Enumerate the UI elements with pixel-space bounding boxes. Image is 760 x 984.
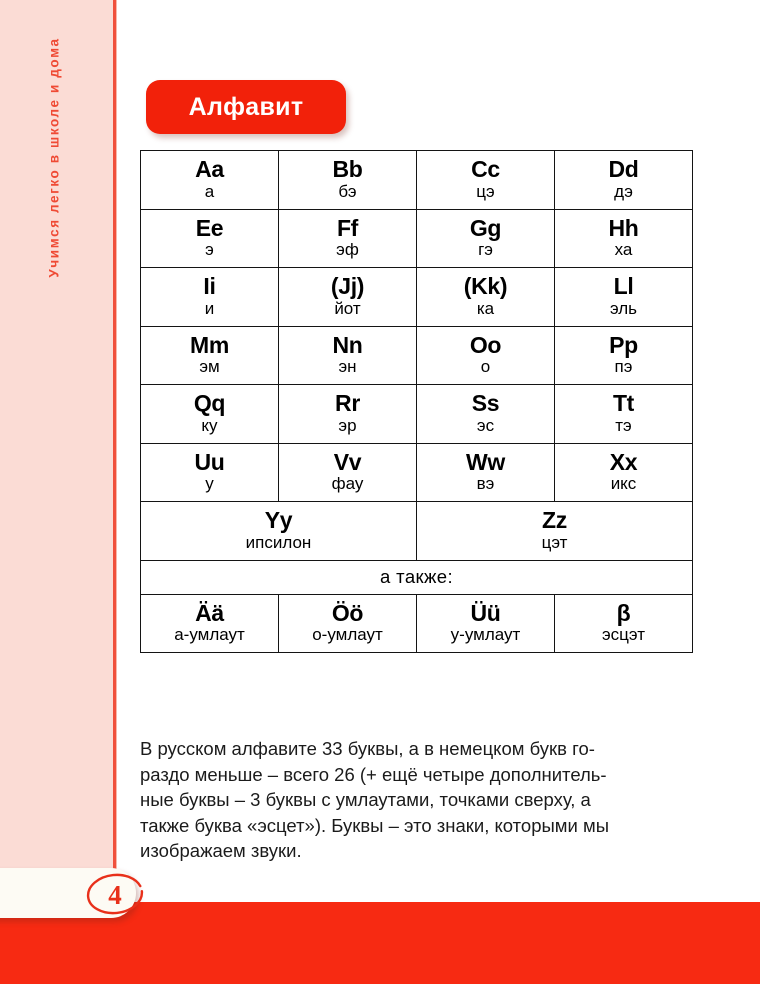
letter-name: эль bbox=[609, 298, 638, 318]
also-cell bbox=[141, 560, 693, 594]
alphabet-cell bbox=[555, 385, 693, 444]
letter-name: ха bbox=[614, 240, 633, 260]
letter-name: ку bbox=[201, 415, 218, 435]
letter-glyph: Ff bbox=[336, 214, 359, 241]
letter-glyph: Rr bbox=[335, 390, 360, 417]
letter-glyph: Yy bbox=[264, 507, 293, 534]
alphabet-cell bbox=[417, 594, 555, 653]
letter-glyph: Mm bbox=[189, 331, 229, 358]
letter-name: ипсилон bbox=[245, 532, 312, 552]
letter-glyph: Cc bbox=[471, 156, 500, 182]
letter-glyph: Ii bbox=[203, 273, 216, 300]
alphabet-cell bbox=[279, 209, 417, 268]
letter-glyph: Ää bbox=[195, 599, 224, 626]
letter-name: бэ bbox=[338, 181, 357, 201]
section-title-pill bbox=[146, 80, 346, 134]
body-line: раздо меньше – всего 26 (+ ещё четыре дополнитель- bbox=[140, 763, 607, 785]
letter-glyph: (Jj) bbox=[330, 273, 365, 300]
letter-glyph: Ss bbox=[471, 390, 500, 417]
letter-glyph: Dd bbox=[608, 156, 639, 182]
alphabet-cell bbox=[555, 268, 693, 327]
letter-glyph: Nn bbox=[332, 331, 363, 358]
letter-name: цэ bbox=[476, 181, 495, 201]
letter-name: икс bbox=[610, 474, 637, 494]
letter-name: цэт bbox=[541, 532, 568, 552]
letter-name: эс bbox=[476, 415, 495, 435]
table-row bbox=[141, 326, 693, 385]
alphabet-cell bbox=[555, 209, 693, 268]
alphabet-cell bbox=[417, 326, 555, 385]
letter-glyph: Ll bbox=[613, 273, 634, 300]
alphabet-cell bbox=[417, 443, 555, 502]
letter-name: эр bbox=[338, 415, 357, 435]
alphabet-cell bbox=[141, 385, 279, 444]
table-row-also bbox=[141, 560, 693, 594]
letter-glyph: Öö bbox=[331, 599, 364, 626]
alphabet-cell bbox=[141, 151, 279, 210]
letter-glyph: Aa bbox=[195, 156, 224, 182]
letter-glyph: Pp bbox=[609, 331, 638, 358]
table-row-extra bbox=[141, 594, 693, 653]
letter-name: эн bbox=[338, 357, 357, 377]
letter-name: ка bbox=[476, 298, 495, 318]
alphabet-cell bbox=[417, 268, 555, 327]
sidebar-rule-inner bbox=[116, 0, 117, 902]
letter-glyph: Oo bbox=[469, 331, 502, 358]
alphabet-cell bbox=[555, 443, 693, 502]
letter-glyph: Zz bbox=[542, 507, 567, 534]
letter-name: вэ bbox=[476, 474, 495, 494]
table-row bbox=[141, 151, 693, 210]
body-paragraph bbox=[140, 736, 696, 864]
alphabet-cell bbox=[141, 443, 279, 502]
table-row bbox=[141, 443, 693, 502]
page-number-text: 4 bbox=[108, 880, 122, 910]
also-label: а также: bbox=[379, 565, 454, 587]
letter-glyph: Üü bbox=[470, 599, 501, 626]
alphabet-cell bbox=[417, 151, 555, 210]
alphabet-cell bbox=[417, 209, 555, 268]
alphabet-cell bbox=[555, 326, 693, 385]
letter-name: а-умлаут bbox=[174, 625, 245, 645]
letter-glyph: Bb bbox=[332, 156, 363, 182]
alphabet-cell-wide bbox=[141, 502, 417, 561]
alphabet-cell bbox=[279, 326, 417, 385]
alphabet-cell bbox=[555, 594, 693, 653]
letter-glyph: (Kk) bbox=[463, 273, 508, 300]
letter-glyph: Qq bbox=[193, 390, 226, 417]
alphabet-cell bbox=[555, 151, 693, 210]
table-row bbox=[141, 268, 693, 327]
body-line: ные буквы – 3 буквы с умлаутами, точками сверху, а bbox=[140, 789, 591, 811]
letter-name: у-умлаут bbox=[450, 625, 521, 645]
alphabet-cell bbox=[141, 594, 279, 653]
letter-glyph: Xx bbox=[609, 448, 638, 475]
alphabet-cell bbox=[141, 268, 279, 327]
letter-glyph: Tt bbox=[612, 390, 635, 417]
letter-name: эф bbox=[336, 240, 359, 260]
page-number bbox=[84, 872, 146, 916]
table-row bbox=[141, 385, 693, 444]
letter-glyph: Hh bbox=[608, 214, 639, 241]
alphabet-cell bbox=[279, 443, 417, 502]
letter-glyph: Gg bbox=[469, 214, 502, 241]
letter-glyph: Ee bbox=[195, 214, 224, 241]
letter-name: тэ bbox=[615, 415, 632, 435]
letter-glyph: β bbox=[616, 599, 631, 626]
letter-name: и bbox=[204, 298, 215, 318]
alphabet-cell bbox=[141, 326, 279, 385]
body-line: В русском алфавите 33 буквы, а в немецком букв го- bbox=[140, 738, 595, 759]
letter-name: пэ bbox=[614, 357, 633, 377]
letter-name: э bbox=[205, 240, 214, 260]
letter-name: гэ bbox=[478, 240, 493, 260]
letter-name: фау bbox=[331, 474, 364, 494]
page-number-circle-icon bbox=[84, 872, 146, 916]
letter-name: йот bbox=[334, 298, 361, 318]
letter-glyph: Uu bbox=[194, 448, 225, 475]
table-row bbox=[141, 209, 693, 268]
alphabet-cell bbox=[279, 385, 417, 444]
page-title: Алфавит bbox=[188, 92, 304, 121]
series-vertical-label: Учимся легко в школе и дома bbox=[46, 37, 62, 278]
alphabet-cell bbox=[417, 385, 555, 444]
alphabet-table-body bbox=[141, 151, 693, 653]
alphabet-cell-wide bbox=[417, 502, 693, 561]
letter-glyph: Ww bbox=[466, 448, 505, 475]
letter-name: эсцэт bbox=[602, 625, 645, 645]
letter-glyph: Vv bbox=[333, 448, 362, 475]
alphabet-cell bbox=[279, 268, 417, 327]
letter-name: дэ bbox=[614, 181, 633, 201]
body-line: также буква «эсцет»). Буквы – это знаки, которыми мы bbox=[140, 814, 610, 836]
alphabet-table bbox=[140, 150, 693, 653]
body-line: изображаем звуки. bbox=[140, 840, 302, 862]
letter-name: у bbox=[205, 474, 214, 494]
letter-name: а bbox=[204, 181, 215, 201]
table-row-wide bbox=[141, 502, 693, 561]
alphabet-cell bbox=[279, 151, 417, 210]
alphabet-cell bbox=[279, 594, 417, 653]
letter-name: о-умлаут bbox=[312, 625, 383, 645]
letter-name: эм bbox=[199, 357, 220, 377]
letter-name: о bbox=[480, 357, 491, 377]
alphabet-cell bbox=[141, 209, 279, 268]
